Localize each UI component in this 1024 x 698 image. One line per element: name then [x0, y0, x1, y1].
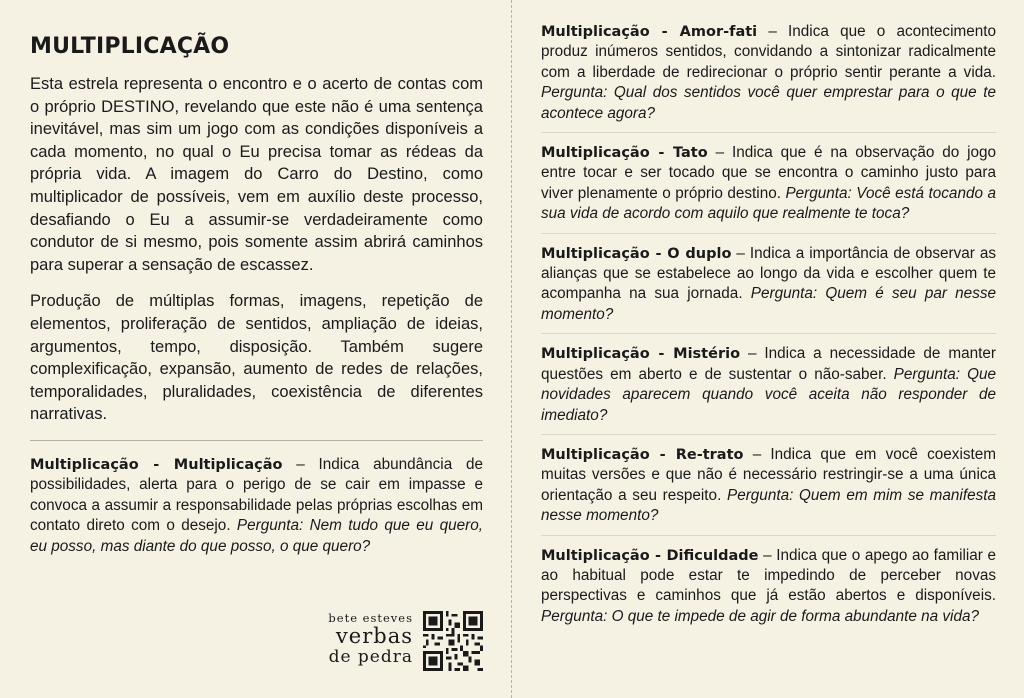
- intro-paragraph-2: Produção de múltiplas formas, imagens, repetição de elementos, proliferação de sentidos, ampliação de ideias, argumentos, tempo, disposição. Também sugere complexificação, expansão, aumento de redes de relações, temporalidades, pluralidades, coexistência de diferentes narrativas.: [30, 292, 483, 424]
- entry-name: Multiplicação - Mistério: [541, 346, 741, 363]
- entry-paragraph: [541, 22, 996, 124]
- entry-question: Pergunta: Nem tudo que eu quero, eu posso, mas diante do que posso, o que quero?: [30, 517, 483, 555]
- entry-paragraph: [541, 344, 996, 426]
- entry-text: – Indica que em você coexistem muitas versões e que não é necessário restringir-se a uma única orientação a seu respeito.: [541, 445, 996, 504]
- entry-misterio: [541, 344, 996, 435]
- entry-amor-fati: [541, 22, 996, 133]
- entry-paragraph: [541, 244, 996, 326]
- right-column: [541, 22, 996, 645]
- entry-question: Pergunta: Qual dos sentidos você quer emprestar para o que te acontece agora?: [541, 84, 996, 122]
- intro-paragraph-1: Esta estrela representa o encontro e o acerto de contas com o próprio DESTINO, revelando que este não é uma sentença inevitável, mas sim um jogo com as condições disponíveis a cada momento, no qual o Eu precisa tomar as rédeas da própria vida. A imagem do Carro do Destino, como multiplicador de possíveis, vem em auxílio deste processo, desafiando o Eu a assumir-se verdadeiramente como condutor de si mesmo, pois somente assim abrirá caminhos para superar a sensação de escassez.: [30, 75, 483, 274]
- entry-text: – Indica a necessidade de manter questões em aberto e de sustentar o não-saber.: [541, 345, 996, 383]
- entry-name: Multiplicação - Amor-fati: [541, 24, 758, 40]
- entry-re-trato: [541, 445, 996, 536]
- entry-multiplicacao: [30, 455, 483, 557]
- entry-paragraph: [541, 143, 996, 225]
- column-divider: [511, 0, 512, 698]
- logo-brand-line-2: de pedra: [328, 647, 413, 667]
- entry-dificuldade: [541, 546, 996, 636]
- entry-text: – Indica abundância de possibilidades, alerta para o perigo de se cair em impasse e convoca a assumir a responsabilidade pelas próprias escolhas em contato direto com o desejo.: [30, 455, 483, 535]
- entry-o-duplo: [541, 244, 996, 335]
- entry-tato: [541, 143, 996, 234]
- page-title: MULTIPLICAÇÃO: [30, 34, 230, 59]
- qr-code-icon: [423, 611, 483, 671]
- entry-text: – Indica que o acontecimento produz inúmeros sentidos, convidando a sintonizar radicalmente com a liberdade de redirecionar o próprio sentir perante a vida.: [541, 23, 996, 81]
- entry-question: Pergunta: Quem é seu par nesse momento?: [541, 285, 996, 323]
- entry-name: Multiplicação - Re-trato: [541, 446, 744, 463]
- entry-question: Pergunta: Você está tocando a sua vida de acordo com aquilo que realmente te toca?: [541, 184, 996, 223]
- entry-text: – Indica a importância de observar as alianças que se estabelece ao longo da vida e escolher quem te acompanha na sua jornada.: [541, 244, 996, 303]
- entry-name: Multiplicação - Dificuldade: [541, 547, 759, 564]
- entry-paragraph: [541, 445, 996, 527]
- logo-brand-line-1: verbas: [335, 624, 413, 648]
- entry-paragraph: [541, 546, 996, 628]
- entry-text: – Indica que o apego ao familiar e ao habitual pode estar te impedindo de perceber novas perspectivas e caminhos que já estão abertos e disponíveis.: [541, 546, 996, 605]
- entry-text: – Indica que é na observação do jogo entre tocar e ser tocado que se encontra o caminho justo para viver plenamente o próprio destino.: [541, 144, 997, 202]
- entry-question: Pergunta: Que novidades aparecem quando você aceita não responder de imediato?: [541, 365, 996, 424]
- entry-question: Pergunta: O que te impede de agir de forma abundante na vida?: [541, 607, 979, 625]
- publisher-logo: [318, 611, 488, 671]
- entry-question: Pergunta: Quem em mim se manifesta nesse momento?: [541, 486, 996, 525]
- left-column: [30, 34, 483, 557]
- entry-name: Multiplicação - O duplo: [541, 245, 732, 262]
- logo-author: bete esteves: [328, 611, 413, 625]
- entry-name: Multiplicação - Multiplicação: [30, 456, 283, 473]
- section-divider: [30, 440, 483, 441]
- entry-name: Multiplicação - Tato: [541, 145, 708, 162]
